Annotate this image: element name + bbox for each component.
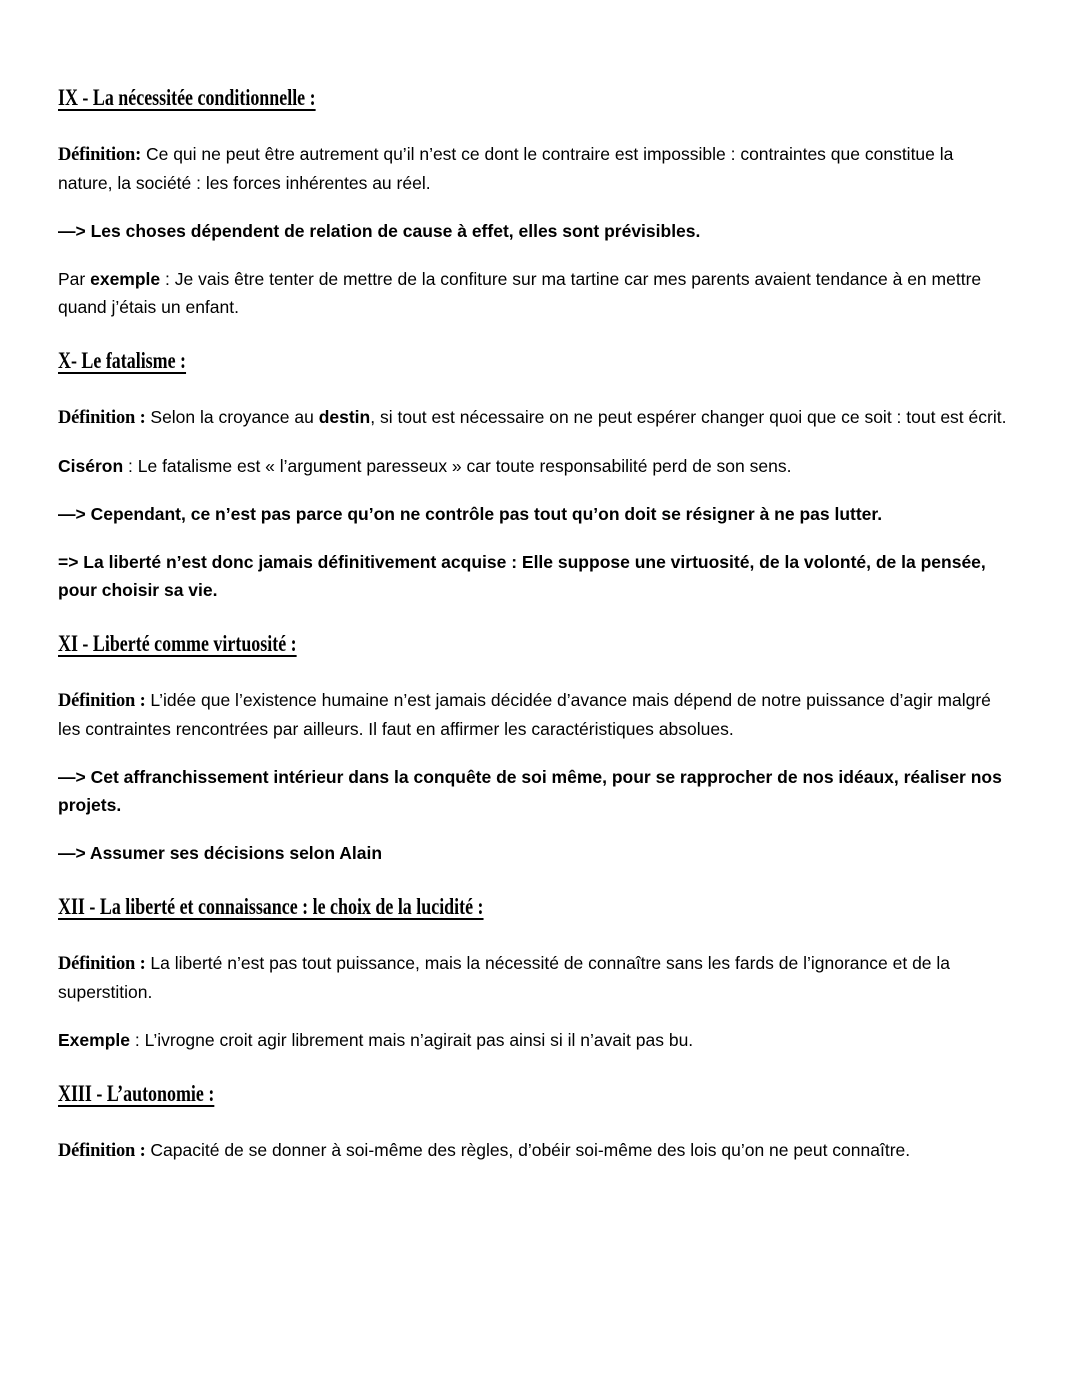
- section-ix: [58, 84, 1010, 321]
- section-xi: [58, 630, 1010, 867]
- definition-keyword: destin: [318, 407, 371, 427]
- definition-text-before: Selon la croyance au: [145, 407, 319, 427]
- section-x-conclusion: => La liberté n’est donc jamais définitivement acquise : Elle suppose une virtuosité, de la volonté, de la pensée, pour choisir sa vie.: [58, 552, 986, 600]
- section-xi-arrow-statement: —> Cet affranchissement intérieur dans la conquête de soi même, pour se rapprocher de nos idéaux, réaliser nos projets.: [58, 767, 1002, 815]
- section-xii: [58, 893, 1010, 1054]
- definition-label: Définition:: [58, 145, 142, 165]
- definition-text: Ce qui ne peut être autrement qu’il n’est ce dont le contraire est impossible : contraintes que constitue la nature, la société : les forces inhérentes au réel.: [58, 144, 954, 193]
- example-keyword: exemple: [90, 269, 161, 289]
- section-ix-arrow-statement: —> Les choses dépendent de relation de cause à effet, elles sont prévisibles.: [58, 221, 701, 241]
- section-xi-definition: [58, 686, 1010, 743]
- section-xiii: [58, 1080, 1010, 1165]
- section-x-arrow-statement: —> Cependant, ce n’est pas parce qu’on ne contrôle pas tout qu’on doit se résigner à ne pas lutter.: [58, 504, 883, 524]
- section-xi-arrow-statement-2: —> Assumer ses décisions selon Alain: [58, 843, 383, 863]
- section-ix-example: [58, 265, 1010, 321]
- section-xii-example: [58, 1026, 1010, 1054]
- section-x: [58, 347, 1010, 604]
- section-x-quote: [58, 452, 1010, 480]
- section-xii-heading: [58, 893, 1010, 921]
- quote-author: Ciséron: [58, 456, 124, 476]
- section-ix-heading: [58, 84, 1010, 112]
- section-x-heading: [58, 347, 1010, 375]
- section-xiii-heading-text: XIII - L’autonomie :: [58, 1081, 215, 1106]
- quote-text: : Le fatalisme est « l’argument paresseux » car toute responsabilité perd de son sens.: [123, 456, 792, 476]
- definition-label: Définition :: [58, 1141, 146, 1161]
- section-xi-heading-text: XI - Liberté comme virtuosité :: [58, 631, 297, 656]
- definition-text: L’idée que l’existence humaine n’est jamais décidée d’avance mais dépend de notre puissance d’agir malgré les contraintes rencontrées par ailleurs. Il faut en affirmer les caractéristiques absolues.: [58, 690, 991, 739]
- definition-text: La liberté n’est pas tout puissance, mais la nécessité de connaître sans les fards de l’ignorance et de la superstition.: [58, 953, 951, 1002]
- section-xii-definition: [58, 949, 1010, 1006]
- definition-text-after: , si tout est nécessaire on ne peut espérer changer quoi que ce soit : tout est écrit.: [370, 407, 1007, 427]
- section-x-heading-text: X- Le fatalisme :: [58, 348, 187, 373]
- definition-label: Définition :: [58, 691, 146, 711]
- definition-text: Capacité de se donner à soi-même des règles, d’obéir soi-même des lois qu’on ne peut connaître.: [145, 1140, 911, 1160]
- section-xiii-definition: [58, 1136, 1010, 1165]
- section-ix-definition: [58, 140, 1010, 197]
- section-ix-heading-text: IX - La nécessitée conditionnelle :: [58, 85, 316, 110]
- section-xi-heading: [58, 630, 1010, 658]
- section-xii-heading-text: XII - La liberté et connaissance : le choix de la lucidité :: [58, 894, 484, 919]
- definition-label: Définition :: [58, 954, 146, 974]
- example-prefix: Par: [58, 269, 91, 289]
- section-x-definition: [58, 403, 1010, 432]
- example-keyword: Exemple: [58, 1030, 130, 1050]
- definition-label: Définition :: [58, 408, 146, 428]
- example-text: : Je vais être tenter de mettre de la confiture sur ma tartine car mes parents avaient tendance à en mettre quand j’étais un enfant.: [58, 269, 982, 317]
- example-text: : L’ivrogne croit agir librement mais n’agirait pas ainsi si il n’avait pas bu.: [129, 1030, 694, 1050]
- section-xiii-heading: [58, 1080, 1010, 1108]
